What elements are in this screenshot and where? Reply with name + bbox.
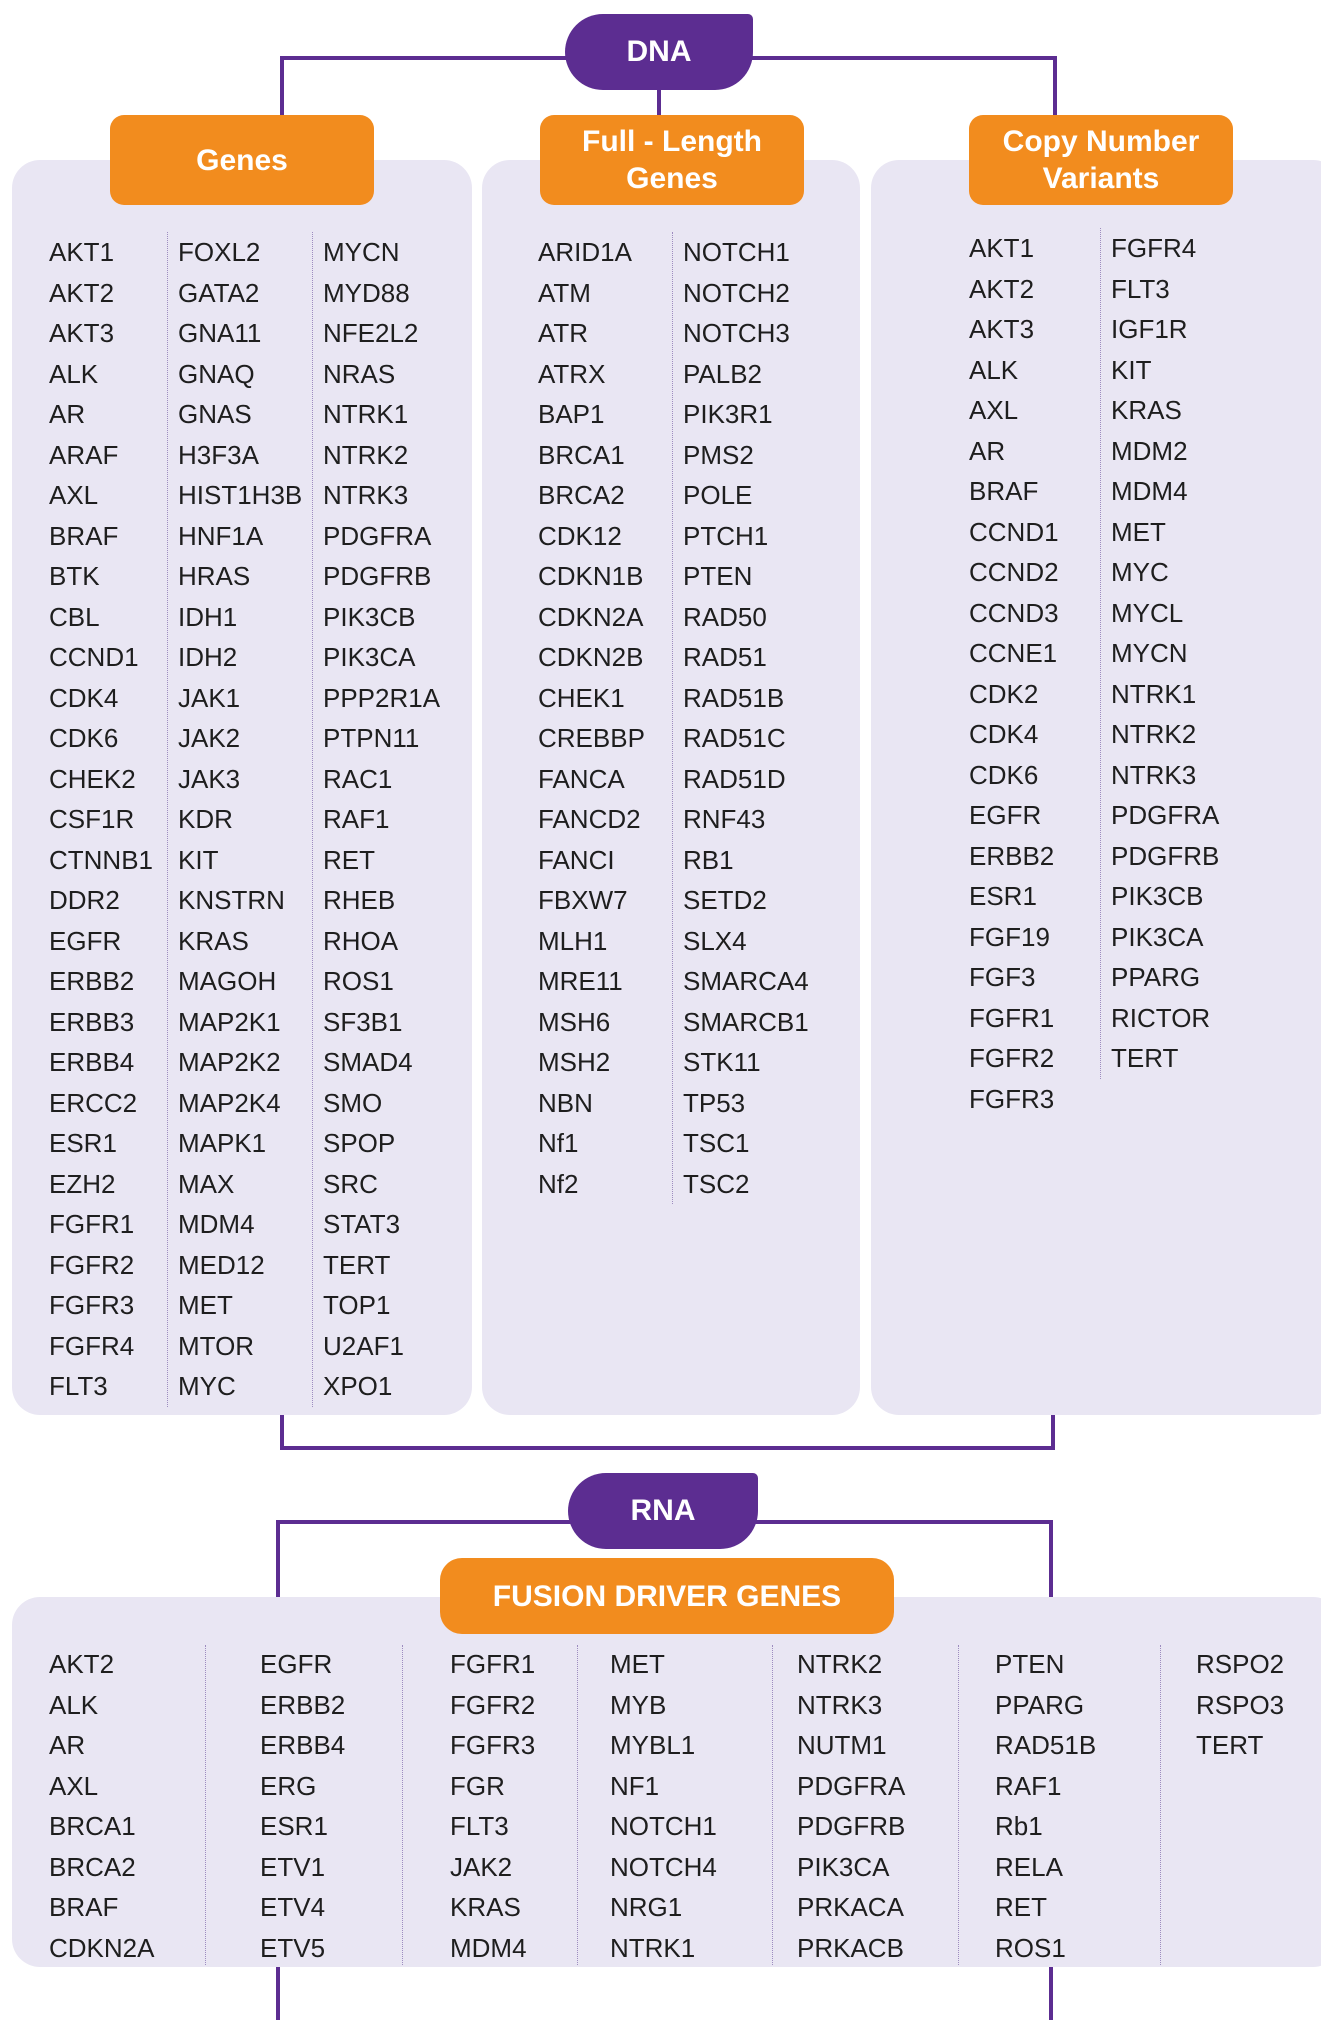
gene-item: RNF43 xyxy=(683,804,766,834)
gene-item: KRAS xyxy=(1111,395,1182,425)
gene-item: RAF1 xyxy=(995,1770,1062,1801)
gene-item: BRCA2 xyxy=(49,1851,136,1882)
gene-item: PPARG xyxy=(995,1689,1085,1720)
gene-item: HNF1A xyxy=(178,520,264,551)
gene-item: TOP1 xyxy=(323,1290,391,1320)
gene-item: RHEB xyxy=(323,885,396,915)
gene-item: PTCH1 xyxy=(683,520,769,551)
gene-item: MRE11 xyxy=(538,966,623,996)
gene-item: CDKN2B xyxy=(538,642,644,672)
gene-item: ERBB3 xyxy=(49,1006,135,1037)
full-length-title-line2: Genes xyxy=(626,162,718,195)
gene-item: JAK3 xyxy=(178,763,241,794)
gene-item: MYC xyxy=(178,1371,236,1401)
gene-item: POLE xyxy=(683,480,753,510)
gene-item: NTRK1 xyxy=(1111,678,1197,709)
gene-item: FGFR2 xyxy=(49,1249,135,1280)
gene-item: PIK3CB xyxy=(323,601,416,632)
cnv-panel xyxy=(871,160,1321,1415)
gene-item: GATA2 xyxy=(178,277,260,308)
fusion-divider xyxy=(402,1645,403,1965)
gene-item: PRKACB xyxy=(797,1932,904,1963)
gene-item: MED12 xyxy=(178,1249,265,1280)
gene-item: JAK1 xyxy=(178,682,241,713)
gene-item: SMARCB1 xyxy=(683,1006,809,1037)
fusion-column-3 xyxy=(450,1644,535,1968)
gene-item: SLX4 xyxy=(683,925,747,956)
gene-item: CCNE1 xyxy=(969,638,1058,668)
gene-item: RAD51 xyxy=(683,642,767,672)
gene-item: FLT3 xyxy=(450,1811,509,1841)
gene-item: AXL xyxy=(49,480,99,510)
gene-item: FGF3 xyxy=(969,962,1036,992)
rna-label: RNA xyxy=(568,1473,758,1549)
gene-item: ESR1 xyxy=(969,881,1037,911)
gene-item: AKT1 xyxy=(49,237,115,267)
gene-item: MYCN xyxy=(323,237,400,267)
gene-item: STK11 xyxy=(683,1047,761,1077)
gene-item: BRAF xyxy=(49,1892,119,1922)
gene-item: PIK3CA xyxy=(797,1851,890,1882)
fusion-column-6 xyxy=(995,1644,1096,1968)
gene-item: NTRK2 xyxy=(323,439,409,470)
gene-item: TERT xyxy=(1196,1730,1264,1760)
gene-item: PDGFRB xyxy=(1111,840,1220,871)
gene-item: GNA11 xyxy=(178,318,262,348)
gene-item: FGFR1 xyxy=(49,1209,135,1239)
gene-item: XPO1 xyxy=(323,1371,393,1401)
gene-item: NTRK3 xyxy=(1111,759,1197,790)
gene-item: H3F3A xyxy=(178,439,259,470)
gene-item: RSPO2 xyxy=(1196,1649,1285,1679)
gene-item: MTOR xyxy=(178,1330,255,1361)
gene-item: CDKN2A xyxy=(538,601,644,632)
gene-item: SRC xyxy=(323,1168,378,1199)
gene-item: NRG1 xyxy=(610,1892,683,1922)
fusion-divider xyxy=(205,1645,206,1965)
gene-item: MAP2K2 xyxy=(178,1047,281,1077)
gene-item: RELA xyxy=(995,1851,1063,1882)
gene-item: MYC xyxy=(1111,557,1169,587)
dna-label: DNA xyxy=(565,14,753,90)
gene-item: ERBB2 xyxy=(260,1689,346,1720)
full-length-column-1 xyxy=(538,232,645,1204)
gene-item: CDKN1B xyxy=(538,561,644,591)
fusion-column-2 xyxy=(260,1644,345,1968)
gene-item: NTRK3 xyxy=(323,480,409,510)
gene-item: ERG xyxy=(260,1770,317,1801)
gene-item: FANCD2 xyxy=(538,804,641,834)
gene-item: FGFR4 xyxy=(1111,233,1197,263)
gene-item: U2AF1 xyxy=(323,1330,404,1361)
gene-item: MDM2 xyxy=(1111,435,1188,466)
gene-item: RAD50 xyxy=(683,601,767,632)
gene-item: PIK3R1 xyxy=(683,399,773,429)
gene-item: NTRK3 xyxy=(797,1689,883,1720)
gene-item: ROS1 xyxy=(995,1932,1066,1963)
gene-item: GNAQ xyxy=(178,358,255,389)
gene-item: MAPK1 xyxy=(178,1128,267,1158)
gene-item: KNSTRN xyxy=(178,885,285,915)
gene-item: PPARG xyxy=(1111,962,1201,992)
gene-item: MAGOH xyxy=(178,966,277,996)
gene-item: NF1 xyxy=(610,1770,660,1801)
gene-item: AKT3 xyxy=(969,314,1035,344)
cnv-title xyxy=(969,115,1233,205)
gene-item: IGF1R xyxy=(1111,314,1188,344)
cnv-title-line1: Copy Number xyxy=(1002,125,1200,158)
gene-item: NTRK1 xyxy=(323,399,409,429)
gene-item: TSC1 xyxy=(683,1128,750,1158)
gene-item: ROS1 xyxy=(323,966,394,996)
genes-title: Genes xyxy=(110,115,374,205)
gene-item: CREBBP xyxy=(538,723,645,753)
gene-item: RET xyxy=(995,1892,1047,1922)
gene-item: CTNNB1 xyxy=(49,844,154,875)
genes-column-2 xyxy=(167,232,302,1407)
gene-item: CCND1 xyxy=(969,516,1059,547)
gene-item: PDGFRA xyxy=(323,520,432,551)
gene-item: NTRK2 xyxy=(1111,719,1197,749)
gene-item: CHEK2 xyxy=(49,763,136,794)
gene-item: MDM4 xyxy=(450,1932,527,1963)
fusion-divider xyxy=(577,1645,578,1965)
fusion-divider xyxy=(1160,1645,1161,1965)
gene-item: NOTCH2 xyxy=(683,277,790,308)
gene-item: RAD51B xyxy=(683,682,785,713)
gene-item: SPOP xyxy=(323,1128,396,1158)
gene-item: PMS2 xyxy=(683,439,754,470)
gene-item: MET xyxy=(1111,516,1166,547)
gene-item: FANCI xyxy=(538,844,615,875)
fusion-column-1 xyxy=(49,1644,154,1968)
gene-item: BRAF xyxy=(49,520,119,551)
gene-item: FGFR1 xyxy=(969,1002,1055,1033)
gene-item: RAD51D xyxy=(683,763,786,794)
gene-item: RHOA xyxy=(323,925,399,956)
gene-item: PIK3CA xyxy=(1111,921,1204,952)
gene-item: AKT1 xyxy=(969,233,1035,263)
gene-item: NTRK2 xyxy=(797,1649,883,1679)
gene-item: KDR xyxy=(178,804,233,834)
gene-item: TP53 xyxy=(683,1087,746,1118)
gene-item: CDK6 xyxy=(969,759,1039,790)
gene-item: NOTCH1 xyxy=(610,1811,717,1841)
fusion-divider xyxy=(772,1645,773,1965)
gene-item: RAD51B xyxy=(995,1730,1097,1760)
gene-item: FGFR3 xyxy=(49,1290,135,1320)
gene-item: AKT3 xyxy=(49,318,115,348)
gene-item: JAK2 xyxy=(178,723,241,753)
gene-item: STAT3 xyxy=(323,1209,401,1239)
gene-item: ATRX xyxy=(538,358,606,389)
gene-item: CDK12 xyxy=(538,520,622,551)
full-length-column-2 xyxy=(672,232,809,1204)
gene-item: AR xyxy=(49,399,86,429)
gene-item: NTRK1 xyxy=(610,1932,696,1963)
gene-item: EGFR xyxy=(49,925,122,956)
gene-item: MAP2K4 xyxy=(178,1087,281,1118)
gene-item: MDM4 xyxy=(1111,476,1188,506)
gene-item: PALB2 xyxy=(683,358,763,389)
gene-item: MLH1 xyxy=(538,925,608,956)
full-length-title-line1: Full - Length xyxy=(582,125,762,158)
gene-item: ERCC2 xyxy=(49,1087,138,1118)
gene-item: IDH2 xyxy=(178,642,238,672)
gene-item: KIT xyxy=(1111,354,1152,385)
gene-item: BRAF xyxy=(969,476,1039,506)
gene-item: PDGFRB xyxy=(323,561,432,591)
gene-item: Rb1 xyxy=(995,1811,1043,1841)
gene-item: CBL xyxy=(49,601,100,632)
gene-item: FLT3 xyxy=(1111,273,1170,304)
gene-item: ARID1A xyxy=(538,237,632,267)
fusion-column-4 xyxy=(610,1644,717,1968)
gene-item: EGFR xyxy=(260,1649,333,1679)
gene-item: NOTCH3 xyxy=(683,318,790,348)
gene-item: NFE2L2 xyxy=(323,318,419,348)
gene-item: SETD2 xyxy=(683,885,767,915)
gene-item: EGFR xyxy=(969,800,1042,830)
gene-item: MSH2 xyxy=(538,1047,611,1077)
gene-item: NOTCH4 xyxy=(610,1851,717,1882)
gene-item: FGFR1 xyxy=(450,1649,536,1679)
gene-item: PDGFRB xyxy=(797,1811,906,1841)
gene-item: AR xyxy=(969,435,1006,466)
gene-item: GNAS xyxy=(178,399,252,429)
gene-item: HRAS xyxy=(178,561,251,591)
gene-item: AR xyxy=(49,1730,86,1760)
gene-item: CHEK1 xyxy=(538,682,625,713)
gene-item: ERBB2 xyxy=(49,966,135,996)
gene-item: EZH2 xyxy=(49,1168,116,1199)
gene-item: SMAD4 xyxy=(323,1047,413,1077)
gene-item: FGFR3 xyxy=(450,1730,536,1760)
gene-item: DDR2 xyxy=(49,885,120,915)
gene-item: MET xyxy=(610,1649,665,1679)
fusion-column-7 xyxy=(1196,1644,1284,1766)
gene-item: NRAS xyxy=(323,358,396,389)
gene-item: ETV4 xyxy=(260,1892,326,1922)
gene-item: BAP1 xyxy=(538,399,605,429)
gene-item: RAF1 xyxy=(323,804,390,834)
gene-item: TSC2 xyxy=(683,1168,750,1199)
gene-item: CDK4 xyxy=(969,719,1039,749)
gene-item: MYCL xyxy=(1111,597,1184,628)
gene-item: PIK3CB xyxy=(1111,881,1204,911)
gene-item: HIST1H3B xyxy=(178,480,303,510)
gene-item: PDGFRA xyxy=(797,1770,906,1801)
gene-item: BRCA2 xyxy=(538,480,625,510)
gene-item: Nf1 xyxy=(538,1128,579,1158)
gene-item: CDK6 xyxy=(49,723,119,753)
gene-item: BRCA1 xyxy=(49,1811,136,1841)
gene-item: PRKACA xyxy=(797,1892,904,1922)
genes-column-1 xyxy=(49,232,153,1407)
gene-item: CDK2 xyxy=(969,678,1039,709)
fusion-column-5 xyxy=(797,1644,905,1968)
gene-item: ALK xyxy=(49,1689,99,1720)
gene-item: NBN xyxy=(538,1087,593,1118)
gene-item: ERBB4 xyxy=(260,1730,346,1760)
gene-item: BTK xyxy=(49,561,100,591)
gene-item: MYB xyxy=(610,1689,667,1720)
fusion-title: FUSION DRIVER GENES xyxy=(440,1558,894,1634)
gene-item: ETV1 xyxy=(260,1851,326,1882)
gene-item: FGFR2 xyxy=(969,1043,1055,1073)
gene-item: RICTOR xyxy=(1111,1002,1211,1033)
gene-item: FGF19 xyxy=(969,921,1050,952)
cnv-column-2 xyxy=(1100,228,1219,1079)
gene-item: CCND3 xyxy=(969,597,1059,628)
gene-item: MDM4 xyxy=(178,1209,255,1239)
gene-item: KIT xyxy=(178,844,219,875)
gene-item: MYD88 xyxy=(323,277,410,308)
gene-item: CDKN2A xyxy=(49,1932,155,1963)
gene-item: AKT2 xyxy=(49,277,115,308)
gene-item: CSF1R xyxy=(49,804,135,834)
gene-item: CCND1 xyxy=(49,642,139,672)
gene-item: PTEN xyxy=(683,561,753,591)
gene-item: NUTM1 xyxy=(797,1730,887,1760)
gene-item: RSPO3 xyxy=(1196,1689,1285,1720)
fusion-divider xyxy=(958,1645,959,1965)
gene-item: JAK2 xyxy=(450,1851,513,1882)
gene-item: MSH6 xyxy=(538,1006,611,1037)
gene-item: ATM xyxy=(538,277,591,308)
gene-item: SF3B1 xyxy=(323,1006,403,1037)
gene-item: FBXW7 xyxy=(538,885,628,915)
gene-item: MAP2K1 xyxy=(178,1006,281,1037)
gene-item: CCND2 xyxy=(969,557,1059,587)
gene-item: RB1 xyxy=(683,844,734,875)
gene-item: TERT xyxy=(323,1249,391,1280)
gene-item: AKT2 xyxy=(969,273,1035,304)
gene-item: FOXL2 xyxy=(178,237,261,267)
gene-item: PPP2R1A xyxy=(323,682,441,713)
gene-item: PTPN11 xyxy=(323,723,420,753)
gene-item: BRCA1 xyxy=(538,439,625,470)
gene-item: RET xyxy=(323,844,375,875)
full-length-title xyxy=(540,115,804,205)
gene-item: FGFR2 xyxy=(450,1689,536,1720)
gene-item: ESR1 xyxy=(49,1128,117,1158)
gene-item: FANCA xyxy=(538,763,625,794)
gene-item: PIK3CA xyxy=(323,642,416,672)
gene-item: ERBB2 xyxy=(969,840,1055,871)
gene-item: FGFR4 xyxy=(49,1330,135,1361)
gene-item: MYBL1 xyxy=(610,1730,696,1760)
gene-item: ALK xyxy=(969,354,1019,385)
gene-item: RAC1 xyxy=(323,763,393,794)
gene-item: PDGFRA xyxy=(1111,800,1220,830)
gene-item: ATR xyxy=(538,318,589,348)
cnv-column-1 xyxy=(969,228,1059,1119)
gene-item: CDK4 xyxy=(49,682,119,713)
gene-item: ARAF xyxy=(49,439,119,470)
gene-item: FGFR3 xyxy=(969,1083,1055,1114)
gene-item: SMO xyxy=(323,1087,383,1118)
gene-item: MYCN xyxy=(1111,638,1188,668)
cnv-title-line2: Variants xyxy=(1042,162,1160,195)
gene-item: AXL xyxy=(969,395,1019,425)
genes-column-3 xyxy=(312,232,440,1407)
gene-item: FLT3 xyxy=(49,1371,108,1401)
gene-item: AXL xyxy=(49,1770,99,1801)
gene-item: Nf2 xyxy=(538,1168,579,1199)
gene-item: NOTCH1 xyxy=(683,237,790,267)
gene-item: PTEN xyxy=(995,1649,1065,1679)
gene-item: TERT xyxy=(1111,1043,1179,1073)
gene-item: ERBB4 xyxy=(49,1047,135,1077)
gene-item: ALK xyxy=(49,358,99,389)
gene-item: KRAS xyxy=(450,1892,521,1922)
gene-item: FGR xyxy=(450,1770,505,1801)
gene-item: ESR1 xyxy=(260,1811,328,1841)
gene-item: MAX xyxy=(178,1168,235,1199)
gene-item: RAD51C xyxy=(683,723,786,753)
gene-item: SMARCA4 xyxy=(683,966,809,996)
gene-item: IDH1 xyxy=(178,601,238,632)
gene-item: ETV5 xyxy=(260,1932,326,1963)
gene-item: AKT2 xyxy=(49,1649,115,1679)
gene-item: KRAS xyxy=(178,925,249,956)
gene-item: MET xyxy=(178,1290,233,1320)
